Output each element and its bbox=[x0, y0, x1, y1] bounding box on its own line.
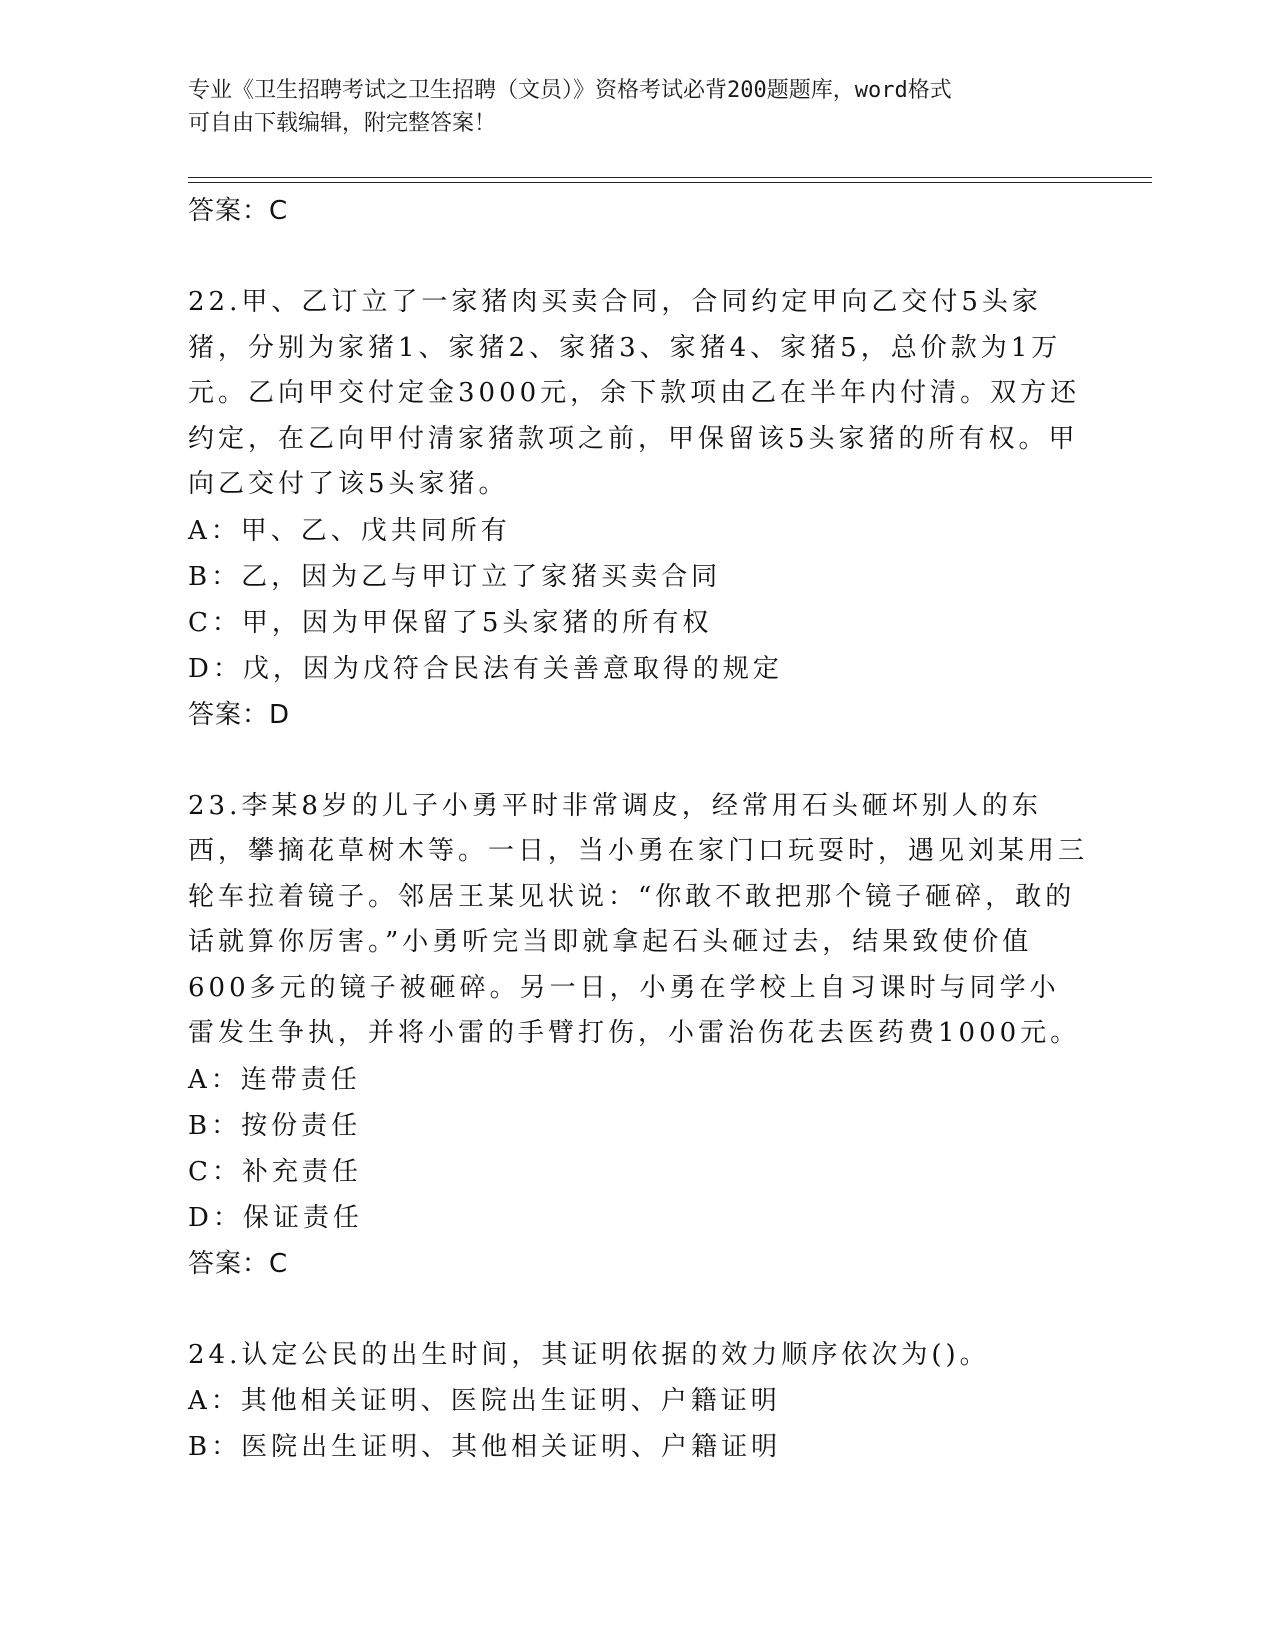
option-b: B：按份责任 bbox=[188, 1110, 362, 1141]
question-22 bbox=[188, 280, 1088, 738]
header-divider-bottom bbox=[188, 182, 1152, 183]
answer-line: 答案：C bbox=[188, 1248, 289, 1279]
header-divider-top bbox=[188, 177, 1152, 178]
question-23 bbox=[188, 784, 1088, 1287]
question-stem: 23.李某8岁的儿子小勇平时非常调皮，经常用石头砸坏别人的东西，攀摘花草树木等。一日，当小勇在家门口玩耍时，遇见刘某用三轮车拉着镜子。邻居王某见状说：“你敢不敢把那个镜子砸碎，敢的话就算你厉害。”小勇听完当即就拿起石头砸过去，结果致使价值600多元的镜子被砸碎。另一日，小勇在学校上自习课时与同学小雷发生争执，并将小雷的手臂打伤，小雷治伤花去医药费1000元。 bbox=[188, 790, 1089, 1048]
option-b: B：乙，因为乙与甲订立了家猪买卖合同 bbox=[188, 561, 722, 592]
option-a: A：甲、乙、戊共同所有 bbox=[188, 515, 511, 546]
header-line-1: 专业《卫生招聘考试之卫生招聘（文员）》资格考试必背200题题库，word格式 bbox=[188, 78, 952, 103]
question-stem: 22.甲、乙订立了一家猪肉买卖合同，合同约定甲向乙交付5头家猪，分别为家猪1、家猪2、家猪3、家猪4、家猪5，总价款为1万元。乙向甲交付定金3000元，余下款项由乙在半年内付清。双方还约定，在乙向甲付清家猪款项之前，甲保留该5头家猪的所有权。甲向乙交付了该5头家猪。 bbox=[188, 287, 1081, 499]
answer-line: 答案：D bbox=[188, 699, 291, 730]
document-header bbox=[188, 74, 1068, 140]
option-c: C：甲，因为甲保留了5头家猪的所有权 bbox=[188, 607, 713, 638]
question-24 bbox=[188, 1333, 1088, 1471]
option-d: D：戊，因为戊符合民法有关善意取得的规定 bbox=[188, 653, 783, 684]
question-list bbox=[188, 188, 1088, 1470]
option-c: C：补充责任 bbox=[188, 1156, 362, 1187]
option-d: D：保证责任 bbox=[188, 1202, 363, 1233]
header-line-2: 可自由下载编辑，附完整答案！ bbox=[188, 111, 497, 136]
answer-line: 答案：C bbox=[188, 196, 289, 226]
option-a: A：连带责任 bbox=[188, 1064, 361, 1095]
question-stem: 24.认定公民的出生时间，其证明依据的效力顺序依次为()。 bbox=[188, 1339, 990, 1370]
option-b: B：医院出生证明、其他相关证明、户籍证明 bbox=[188, 1432, 782, 1462]
option-a: A：其他相关证明、医院出生证明、户籍证明 bbox=[188, 1386, 781, 1416]
